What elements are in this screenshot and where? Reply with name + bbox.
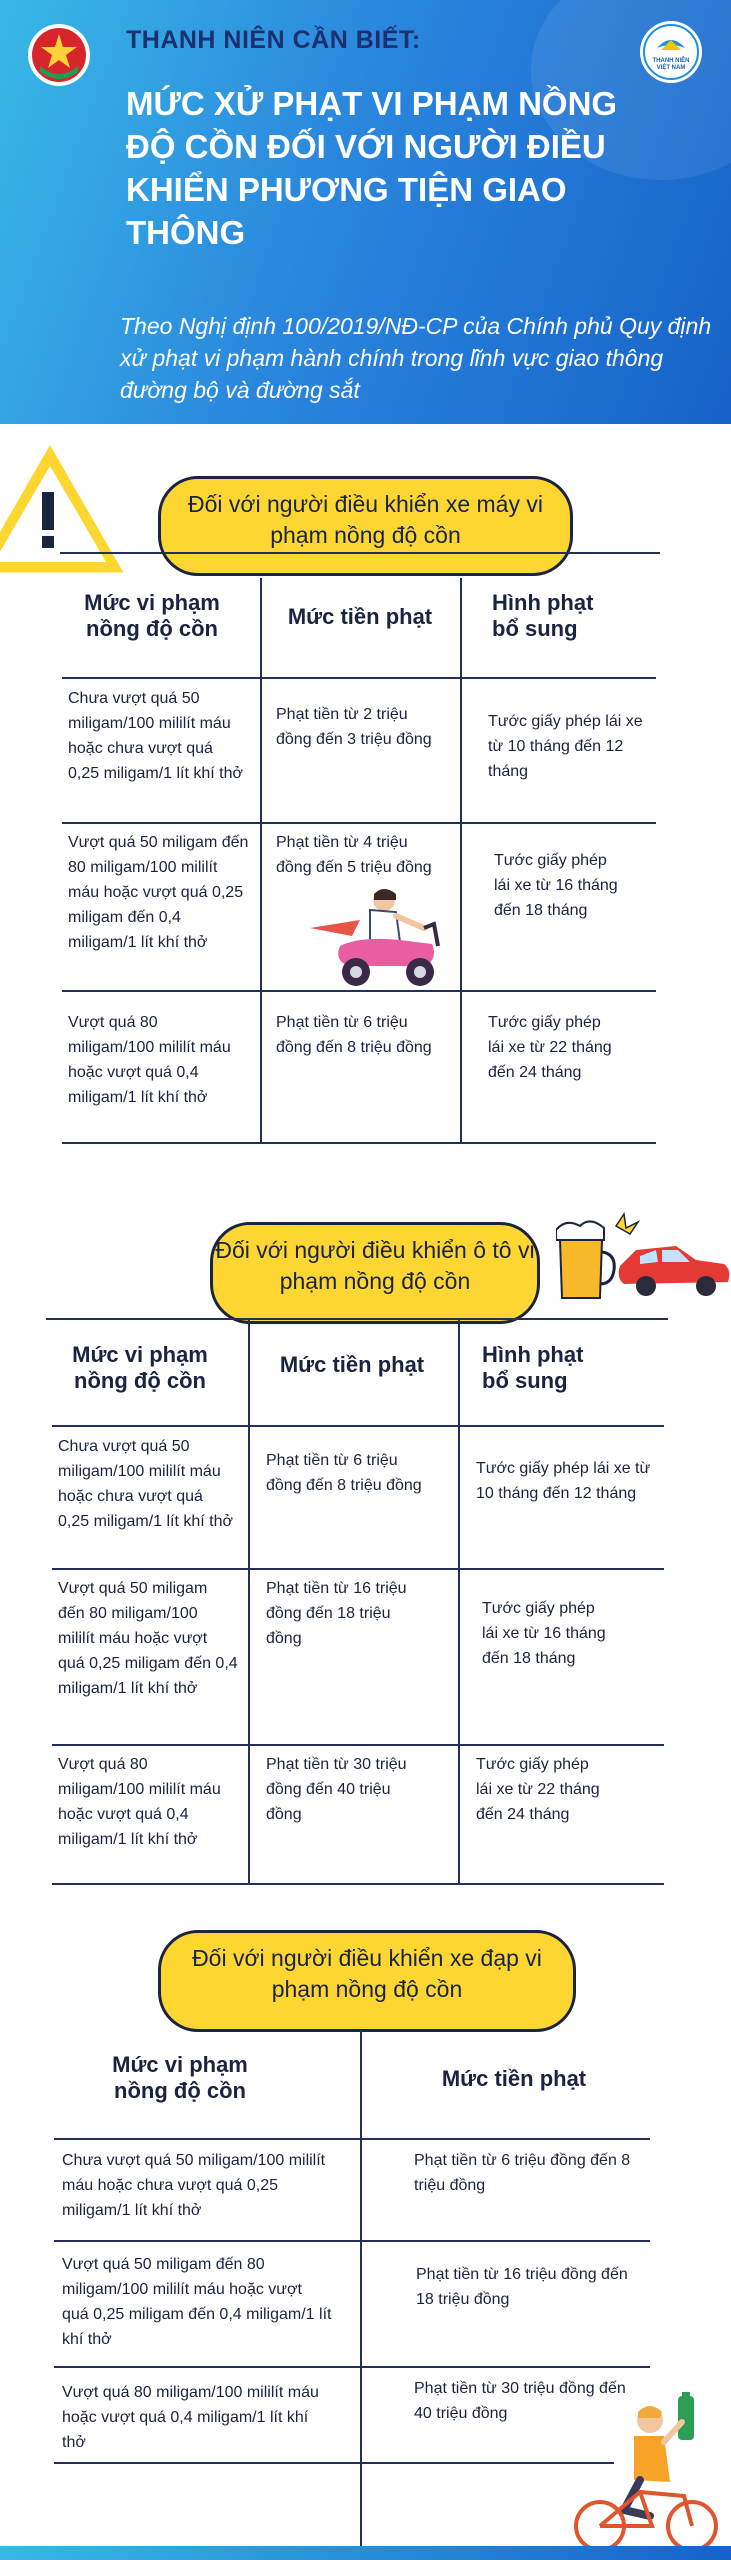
section1-r2-fine: Phạt tiền từ 4 triệu đồng đến 5 triệu đồng xyxy=(276,834,432,876)
section2-row-line-1 xyxy=(52,1425,664,1427)
section2-r2-fine: Phạt tiền từ 16 triệu đồng đến 18 triệu đồng xyxy=(266,1580,407,1647)
section1-r1-extra: Tước giấy phép lái xe từ 10 tháng đến 12 tháng xyxy=(488,713,643,780)
bottom-bar xyxy=(0,2546,731,2560)
section1-header-extra: Hình phạt bổ sung xyxy=(492,590,594,641)
section3-r2-level: Vượt quá 50 miligam đến 80 miligam/100 mililít máu hoặc vượt quá 0,25 miligam đến 0,4 miligam/1 lít khí thở xyxy=(62,2256,332,2348)
section1-divider-1 xyxy=(260,578,262,1142)
section1-r3-level: Vượt quá 80 miligam/100 mililít máu hoặc vượt quá 0,4 miligam/1 lít khí thở xyxy=(68,1014,231,1106)
section2-header-fine: Mức tiền phạt xyxy=(279,1352,425,1377)
section2-title: Đối với người điều khiển ô tô vi phạm nồng độ cồn xyxy=(210,1222,540,1324)
section3-row-line-2 xyxy=(54,2240,650,2242)
section1-row-line-1 xyxy=(62,677,656,679)
section2-r3-extra: Tước giấy phép lái xe từ 22 tháng đến 24 tháng xyxy=(476,1756,600,1823)
page-subtitle: Theo Nghị định 100/2019/NĐ-CP của Chính phủ Quy định xử phạt vi phạm hành chính trong lĩnh vực giao thông đường bộ và đường sắt xyxy=(120,313,712,403)
beer-and-car-crash-icon xyxy=(556,1206,731,1306)
section1-r1-level: Chưa vượt quá 50 miligam/100 mililít máu hoặc chưa vượt quá 0,25 miligam/1 lít khí thở xyxy=(68,690,244,782)
section3-r1-level: Chưa vượt quá 50 miligam/100 mililít máu hoặc chưa vượt quá 0,25 miligam/1 lít khí thở xyxy=(62,2152,326,2219)
section1-header-level: Mức vi phạm nồng độ cồn xyxy=(84,590,220,641)
section1-r1-fine: Phạt tiền từ 2 triệu đồng đến 3 triệu đồng xyxy=(276,706,432,748)
section1-header-fine: Mức tiền phạt xyxy=(287,604,433,629)
header-banner xyxy=(0,0,731,424)
warning-sign-icon xyxy=(0,434,134,584)
section2-row-line-2 xyxy=(52,1568,664,1570)
section1-title: Đối với người điều khiển xe máy vi phạm nồng độ cồn xyxy=(158,476,573,576)
section1-row-line-2 xyxy=(62,822,656,824)
kicker-text: THANH NIÊN CẦN BIẾT: xyxy=(126,26,421,54)
section2-r1-extra: Tước giấy phép lái xe từ 10 tháng đến 12 tháng xyxy=(476,1460,651,1502)
section1-r2-extra: Tước giấy phép lái xe từ 16 tháng đến 18 tháng xyxy=(494,852,618,919)
section2-top-line xyxy=(46,1318,668,1320)
section1-r3-extra: Tước giấy phép lái xe từ 22 tháng đến 24 tháng xyxy=(488,1014,612,1081)
section1-r3-fine: Phạt tiền từ 6 triệu đồng đến 8 triệu đồng xyxy=(276,1014,432,1056)
section3-r2-fine: Phạt tiền từ 16 triệu đồng đến 18 triệu đồng xyxy=(416,2266,628,2308)
section3-header-level: Mức vi phạm nồng độ cồn xyxy=(112,2052,248,2103)
section3-divider xyxy=(360,2030,362,2550)
section3-r3-level: Vượt quá 80 miligam/100 mililít máu hoặc vượt quá 0,4 miligam/1 lít khí thở xyxy=(62,2384,319,2451)
section2-bottom-line xyxy=(52,1883,664,1885)
page-title: MỨC XỬ PHẠT VI PHẠM NỒNG ĐỘ CỒN ĐỐI VỚI NGƯỜI ĐIỀU KHIỂN PHƯƠNG TIỆN GIAO THÔNG xyxy=(126,85,618,251)
section1-divider-2 xyxy=(460,578,462,1142)
section2-header-level: Mức vi phạm nồng độ cồn xyxy=(72,1342,208,1393)
vietnam-youth-logo-icon xyxy=(639,20,703,84)
section2-r1-fine: Phạt tiền từ 6 triệu đồng đến 8 triệu đồng xyxy=(266,1452,422,1494)
section3-r1-fine: Phạt tiền từ 6 triệu đồng đến 8 triệu đồng xyxy=(414,2152,631,2194)
section2-r2-extra: Tước giấy phép lái xe từ 16 tháng đến 18 tháng xyxy=(482,1600,606,1667)
section2-r3-level: Vượt quá 80 miligam/100 mililít máu hoặc vượt quá 0,4 miligam/1 lít khí thở xyxy=(58,1756,221,1848)
section2-r2-level: Vượt quá 50 miligam đến 80 miligam/100 mililít máu hoặc vượt quá 0,25 miligam đến 0,4 miligam/1 lít khí thở xyxy=(58,1580,238,1697)
section1-bottom-line xyxy=(62,1142,656,1144)
drunk-cyclist-icon xyxy=(560,2392,731,2552)
section3-header-fine: Mức tiền phạt xyxy=(441,2066,587,2091)
section3-bottom-line xyxy=(54,2462,614,2464)
motorbike-rider-icon xyxy=(300,880,450,992)
section2-divider-2 xyxy=(458,1318,460,1883)
youth-union-logo-icon xyxy=(26,22,92,88)
section2-row-line-3 xyxy=(52,1744,664,1746)
section2-header-extra: Hình phạt bổ sung xyxy=(482,1342,584,1393)
section2-divider-1 xyxy=(248,1318,250,1883)
section1-top-line xyxy=(60,552,660,554)
section2-r1-level: Chưa vượt quá 50 miligam/100 mililít máu hoặc chưa vượt quá 0,25 miligam/1 lít khí thở xyxy=(58,1438,234,1530)
section3-row-line-1 xyxy=(54,2138,650,2140)
section1-row-line-3 xyxy=(62,990,656,992)
vietnam-youth-logo-text: THANH NIÊN VIỆT NAM xyxy=(652,58,690,71)
section3-title: Đối với người điều khiển xe đạp vi phạm nồng độ cồn xyxy=(158,1930,576,2032)
section1-r2-level: Vượt quá 50 miligam đến 80 miligam/100 mililít máu hoặc vượt quá 0,25 miligam đến 0,4 miligam/1 lít khí thở xyxy=(68,834,249,951)
section2-r3-fine: Phạt tiền từ 30 triệu đồng đến 40 triệu đồng xyxy=(266,1756,407,1823)
section3-row-line-3 xyxy=(54,2366,650,2368)
section3-r3-fine: Phạt tiền từ 30 triệu đồng đến 40 triệu đồng xyxy=(414,2380,626,2422)
